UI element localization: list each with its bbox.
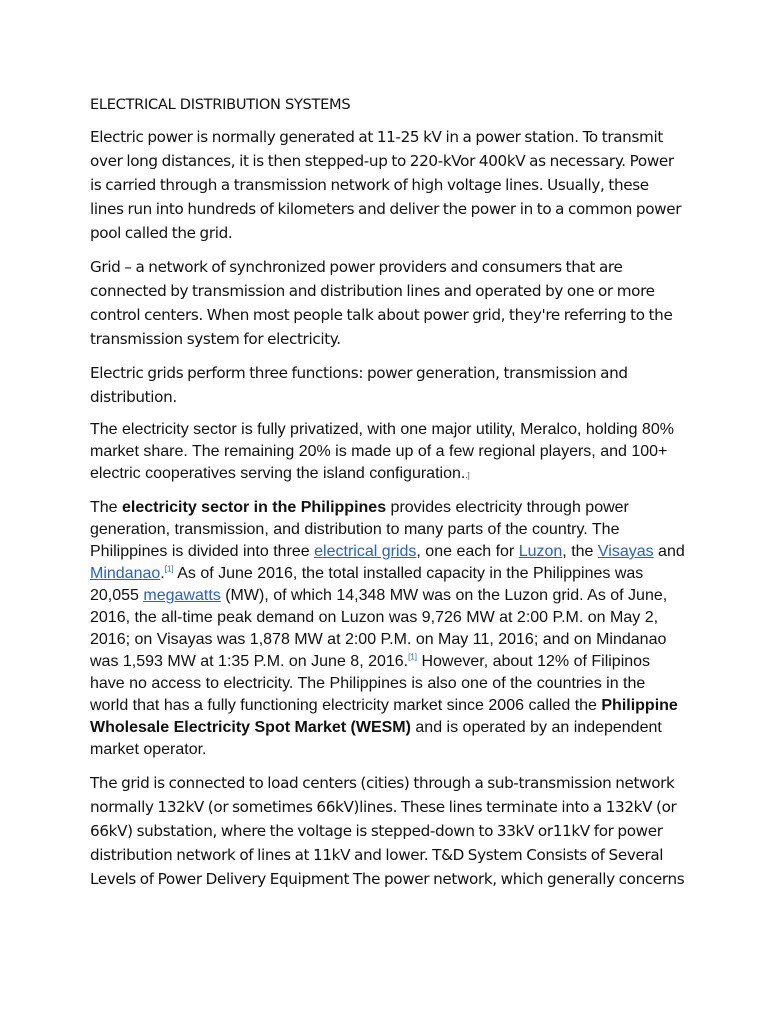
text-run: , the: [562, 543, 598, 560]
bold-term-wesm: Philippine Wholesale Electricity Spot Market (WESM): [90, 697, 678, 736]
citation-mark: .]: [465, 471, 470, 480]
document-title: ELECTRICAL DISTRIBUTION SYSTEMS: [90, 96, 351, 113]
text-run: (MW), of which 14,348 MW was on the Luzon grid. As of June, 2016, the all-time peak demand on Luzon was 9,726 MW at 2:00 P.M. on May 2, 2016; on Visayas was 1,878 MW at 2:00 P.M. on May 11, 2016; and on Mindanao was 1,593 MW at 1:35 P.M. on June 8, 2016.: [90, 587, 668, 670]
link-visayas[interactable]: Visayas: [597, 543, 654, 560]
text-run: and: [653, 543, 685, 560]
link-electrical-grids[interactable]: electrical grids: [314, 543, 417, 560]
bold-term-electricity-sector: electricity sector in the Philippines: [122, 499, 387, 516]
text-run: .: [160, 565, 165, 582]
text-run: and is operated by an independent market operator.: [90, 719, 662, 758]
link-luzon[interactable]: Luzon: [518, 543, 563, 560]
link-megawatts[interactable]: megawatts: [143, 587, 221, 604]
paragraph-grid-functions: Electric grids perform three functions: power generation, transmission and distribution.: [90, 364, 628, 406]
text-run: As of June 2016, the total installed capacity in the Philippines was 20,055: [90, 565, 644, 604]
text-run: However, about 12% of Filipinos have no access to electricity. The Philippines is also one of the countries in the world that has a fully functioning electricity market since 2006 called the: [90, 653, 651, 714]
text-run: The: [90, 499, 123, 516]
text-run: , one each for: [416, 543, 519, 560]
text-run: provides electricity through power generation, transmission, and distribution to many parts of the country. The Philippines is divided into three: [90, 499, 629, 560]
link-mindanao[interactable]: Mindanao: [90, 565, 161, 582]
document-page: [90, 94, 686, 891]
paragraph-generation: Electric power is normally generated at 11-25 kV in a power station. To transmit over long distances, it is then stepped-up to 220-kVor 400kV as necessary. Power is carried through a transmission network of high voltage lines. Usually, these lines run into hundreds of kilometers and deliver the power in to a common power pool called the grid.: [90, 128, 682, 242]
paragraph-sector-privatized: [90, 419, 686, 487]
paragraph-philippines-electricity: [90, 497, 686, 761]
paragraph-subtransmission: The grid is connected to load centers (cities) through a sub-transmission network normally 132kV (or sometimes 66kV)lines. These lines terminate into a 132kV (or 66kV) substation, where the voltage is stepped-down to 33kV or11kV for power distribution network of lines at 11kV and lower. T&D System Consists of Several Levels of Power Delivery Equipment The power network, which generally concerns: [90, 774, 685, 888]
footnote-ref-2[interactable]: [1]: [408, 652, 418, 662]
footnote-ref-1[interactable]: [1]: [164, 564, 174, 574]
paragraph-sector-text: The electricity sector is fully privatized, with one major utility, Meralco, holding 80% market share. The remaining 20% is made up of a few regional players, and 100+ electric cooperatives serving the island configuration.: [90, 421, 674, 482]
paragraph-grid-definition: Grid – a network of synchronized power providers and consumers that are connected by transmission and distribution lines and operated by one or more control centers. When most people talk about power grid, they're referring to the transmission system for electricity.: [90, 258, 673, 348]
